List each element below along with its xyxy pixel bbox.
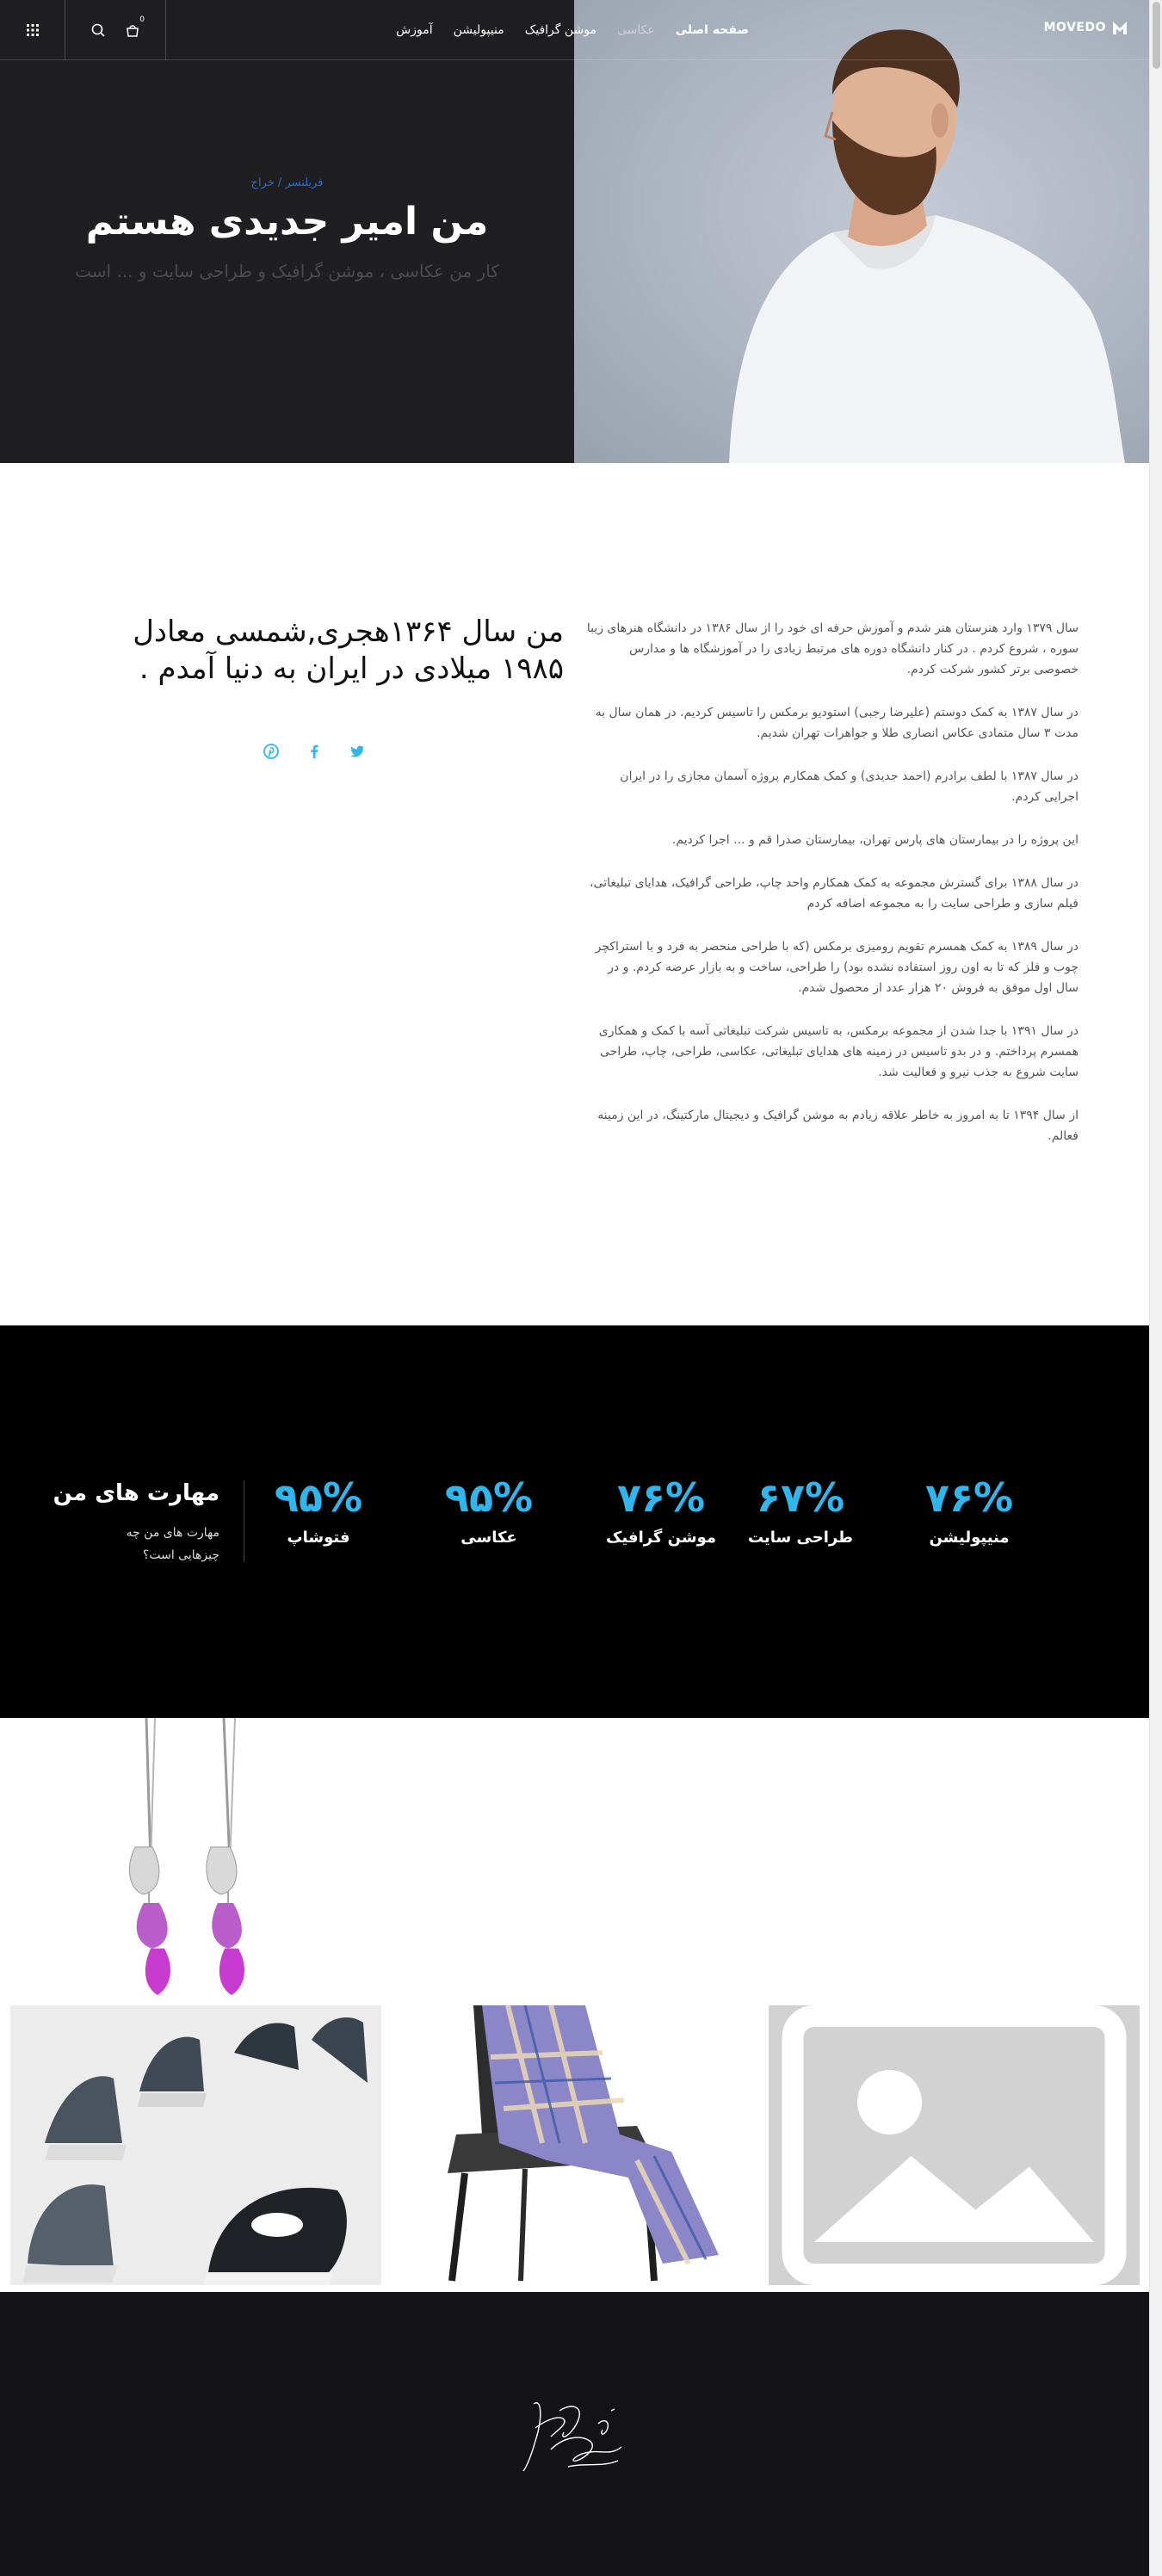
grid-menu-icon: [27, 24, 39, 36]
cart-count: 0: [139, 15, 145, 24]
man-portrait-image: [574, 0, 1149, 463]
nav-item-education[interactable]: آموزش: [396, 23, 433, 37]
nav-item-home[interactable]: صفحه اصلی: [675, 23, 749, 37]
skill-name: منیپولیشن: [929, 1528, 1010, 1547]
about-paragraphs: [584, 618, 1079, 1169]
search-icon[interactable]: [90, 22, 106, 38]
main-navigation: [396, 0, 749, 60]
breadcrumb-outsource[interactable]: خراج: [250, 176, 275, 189]
skill-percent: ۹۵%: [444, 1474, 534, 1521]
skill-name: فتوشاپ: [287, 1528, 350, 1547]
about-paragraph: در سال ۱۳۹۱ با جدا شدن از مجموعه برمکس، به تاسیس شرکت تبلیغاتی آسه با کمک و همکاری همسرم پرداختم. و در بدو تاسیس در زمینه های هدایای تبلیغاتی، عکاسی، طراحی، چاپ، طراحی سایت شروع به جذب نیرو و فعالیت شد.: [598, 1024, 1079, 1079]
social-share: [263, 743, 366, 760]
site-header: [0, 0, 1149, 60]
page-scrollbar[interactable]: [1149, 0, 1162, 2576]
skill-motion-graphics: [592, 1476, 730, 1547]
about-paragraph: این پروژه را در بیمارستان های پارس تهران، بیمارستان صدرا قم و ... اجرا کردیم.: [671, 833, 1079, 847]
facebook-icon[interactable]: [306, 743, 323, 760]
gallery-tile-placeholder[interactable]: [769, 2005, 1140, 2285]
skills-title: مهارت های من: [53, 1480, 219, 1506]
about-paragraph: در سال ۱۳۸۷ با لطف برادرم (احمد جدیدی) و کمک همکارم پروژه آسمان مجازی را در ایران اجرایی کردم.: [620, 769, 1079, 804]
irons-photo: [10, 2005, 381, 2285]
nav-item-manipulation[interactable]: منیپولیشن: [453, 23, 504, 37]
skill-web-design: [732, 1476, 869, 1547]
about-paragraph: در سال ۱۳۸۷ به کمک دوستم (علیرضا رجبی) استودیو برمکس را تاسیس کردیم. در همان سال به مدت ۳ سال متمادی عکاس انصاری طلا و جواهرات تهران شدیم.: [595, 706, 1079, 740]
skill-photography: [420, 1476, 558, 1547]
skill-photoshop: [250, 1476, 387, 1547]
skill-name: طراحی سایت: [747, 1528, 854, 1547]
about-paragraph: در سال ۱۳۸۹ به کمک همسرم تقویم رومیزی برمکس (که با طراحی منحصر به فرد و با استراکچر چوب و فلز که تا به اون روز استفاده نشده بود) را طراحی، ساخت و به بازار عرضه کردم. و در سال اول موفق به فروش ۲۰ هزار عدد از محصول شدم.: [595, 940, 1079, 995]
earrings-photo: [82, 1718, 297, 1997]
logo-text: MOVEDO: [1043, 21, 1106, 34]
hero-text-block: [0, 176, 574, 281]
skills-description: مهارت های من چه چیزهایی است؟: [126, 1526, 219, 1562]
skill-percent: ۷۶%: [924, 1474, 1014, 1521]
pinterest-icon[interactable]: [263, 743, 280, 760]
site-footer: [0, 2292, 1149, 2576]
skill-percent: ۷۶%: [616, 1474, 706, 1521]
gallery-tile-chair[interactable]: [396, 2005, 767, 2285]
chair-photo: [396, 2005, 767, 2285]
skills-section: [0, 1325, 1149, 1718]
signature-icon: [516, 2394, 628, 2480]
grid-menu-button[interactable]: [0, 0, 65, 60]
about-heading: من سال ۱۳۶۴هجری,شمسی معادل ۱۹۸۵ میلادی در ایران به دنیا آمدم .: [133, 615, 564, 686]
about-section: [0, 463, 1149, 1325]
breadcrumb-separator: /: [274, 176, 286, 189]
scrollbar-thumb[interactable]: [1153, 2, 1160, 69]
nav-item-motion-graphics[interactable]: موشن گرافیک: [524, 23, 596, 37]
hero-section: [0, 0, 1149, 463]
breadcrumb: [0, 176, 574, 189]
skill-percent: ۶۷%: [756, 1474, 845, 1521]
gallery-tile-earrings[interactable]: [82, 1718, 297, 1997]
about-paragraph: در سال ۱۳۸۸ برای گسترش مجموعه به کمک همکارم واحد چاپ، طراحی گرافیک، هدایای تبلیغاتی، فیلم سازی و طراحی سایت را به مجموعه اضافه کردم: [590, 876, 1079, 911]
logo-mark-icon: [1111, 19, 1128, 36]
site-logo[interactable]: [1044, 19, 1128, 36]
cart-button[interactable]: [125, 15, 145, 38]
portfolio-gallery: [0, 1718, 1149, 2289]
hero-portrait-photo: [574, 0, 1149, 463]
about-paragraph: سال ۱۳۷۹ وارد هنرستان هنر شدم و آموزش حرفه ای خود را از سال ۱۳۸۶ در دانشگاه هنرهای زیبا سوره ، شروع کردم . در کنار دانشگاه دوره های مرتبط زیادی را در آموزشگاه ها و مدارس خصوصی برتر کشور شرکت کردم.: [586, 621, 1079, 676]
nav-item-photography[interactable]: عکاسی: [616, 23, 655, 37]
hero-title: من امیر جدیدی هستم: [85, 200, 489, 244]
about-paragraph: از سال ۱۳۹۴ تا به امروز به خاطر علاقه زیادم به موشن گرافیک و دیجیتال مارکتینگ، در این زمینه فعالم.: [597, 1109, 1079, 1143]
skill-name: عکاسی: [460, 1528, 517, 1547]
skill-manipulation: [900, 1476, 1038, 1547]
twitter-icon[interactable]: [349, 743, 366, 760]
image-placeholder-icon: [769, 2005, 1140, 2285]
skill-name: موشن گرافیک: [606, 1528, 716, 1547]
breadcrumb-freelancer[interactable]: فریلنسر: [285, 176, 324, 189]
cart-icon: [125, 22, 140, 38]
skill-percent: ۹۵%: [274, 1474, 363, 1521]
header-tools: [65, 0, 166, 60]
hero-subtitle: کار من عکاسی ، موشن گرافیک و طراحی سایت و ... است: [75, 260, 499, 281]
gallery-tile-irons[interactable]: [10, 2005, 381, 2285]
